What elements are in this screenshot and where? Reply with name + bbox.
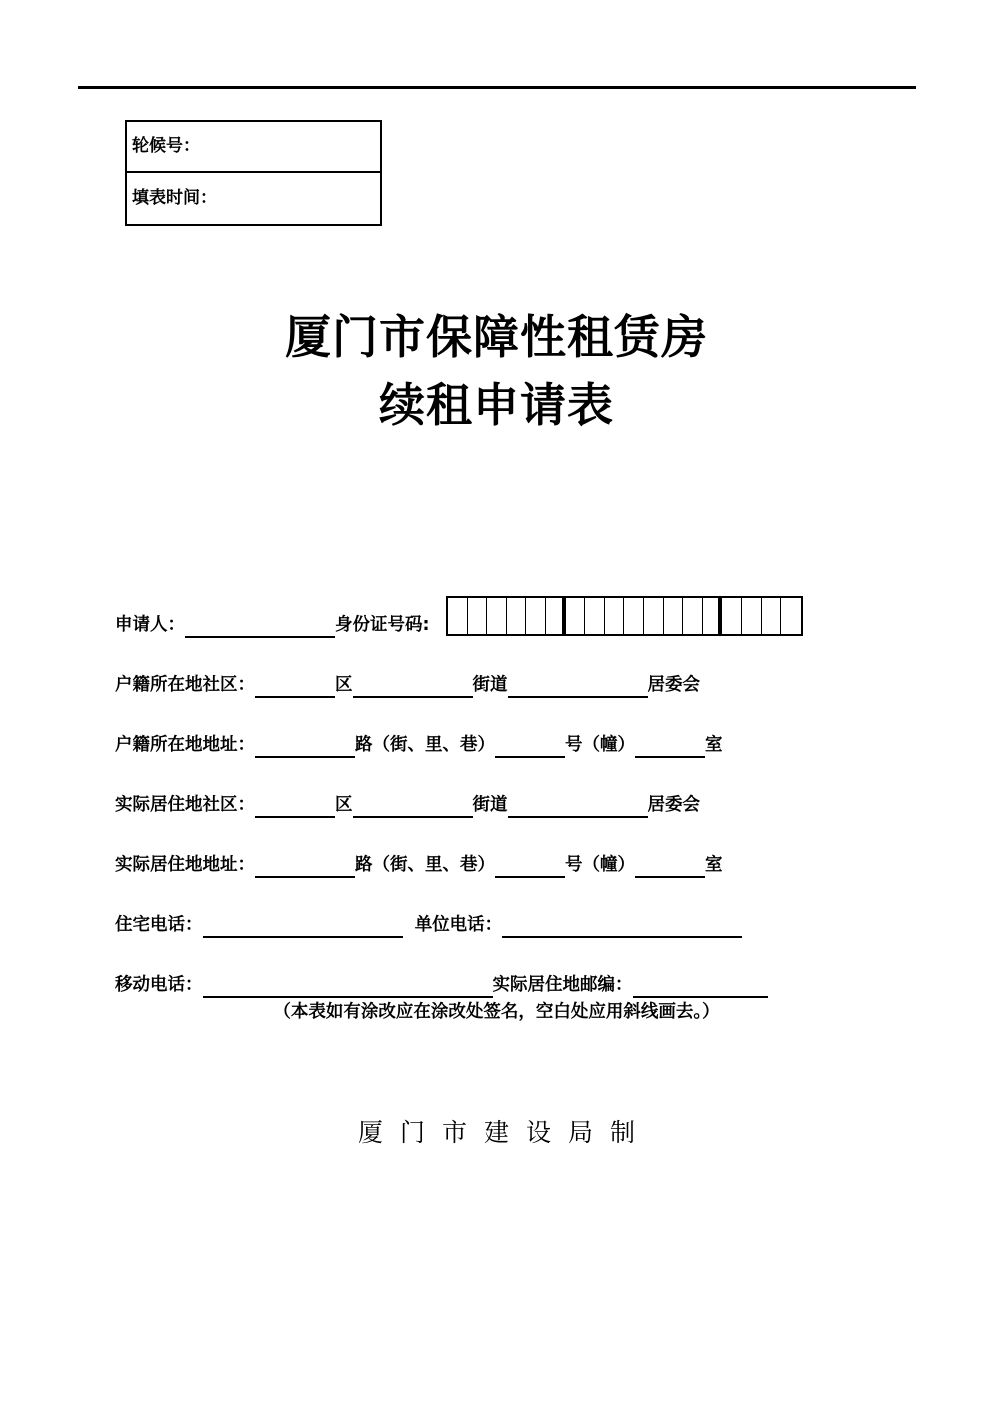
actual-room-input[interactable] — [635, 856, 705, 878]
id-cell-16[interactable] — [742, 598, 762, 634]
applicant-row — [115, 578, 875, 638]
id-cell-17[interactable] — [762, 598, 782, 634]
hukou-committee-input[interactable] — [508, 676, 648, 698]
issuer-footer: 厦门市建设局制 — [357, 1118, 652, 1147]
actual-address-row — [115, 818, 875, 878]
id-cell-3[interactable] — [487, 598, 507, 634]
queue-number-row[interactable] — [127, 122, 380, 173]
actual-street-suffix: 街道 — [472, 795, 508, 815]
actual-committee-suffix: 居委会 — [647, 795, 700, 815]
hukou-committee-suffix: 居委会 — [647, 675, 700, 695]
id-cell-12[interactable] — [664, 598, 684, 634]
id-cell-6[interactable] — [546, 598, 566, 634]
id-cell-5[interactable] — [526, 598, 546, 634]
actual-number-input[interactable] — [495, 856, 565, 878]
actual-road-input[interactable] — [255, 856, 355, 878]
id-cell-11[interactable] — [644, 598, 664, 634]
hukou-community-label: 户籍所在地社区： — [115, 675, 255, 695]
actual-committee-input[interactable] — [508, 796, 648, 818]
mobile-postcode-row — [115, 938, 875, 998]
id-cell-10[interactable] — [624, 598, 644, 634]
hukou-room-suffix: 室 — [705, 735, 723, 755]
postcode-input[interactable] — [633, 976, 768, 998]
id-number-label: 身份证号码: — [335, 615, 430, 635]
hukou-street-suffix: 街道 — [472, 675, 508, 695]
postcode-label: 实际居住地邮编： — [492, 975, 633, 995]
actual-district-suffix: 区 — [335, 795, 353, 815]
id-cell-8[interactable] — [585, 598, 605, 634]
id-cell-13[interactable] — [683, 598, 703, 634]
home-phone-label: 住宅电话： — [115, 915, 203, 935]
phone-row — [115, 878, 875, 938]
actual-number-suffix: 号（幢） — [565, 855, 635, 875]
hukou-address-label: 户籍所在地地址： — [115, 735, 255, 755]
id-cell-14[interactable] — [703, 598, 723, 634]
title-line-2: 续租申请表 — [379, 378, 614, 432]
hukou-number-input[interactable] — [495, 736, 565, 758]
work-phone-label: 单位电话： — [414, 915, 503, 935]
id-cell-1[interactable] — [448, 598, 468, 634]
id-cell-2[interactable] — [468, 598, 488, 634]
hukou-district-input[interactable] — [255, 676, 335, 698]
header-rule — [78, 86, 916, 89]
form-note: （本表如有涂改应在涂改处签名，空白处应用斜线画去。） — [273, 1002, 720, 1022]
meta-box — [125, 120, 382, 226]
queue-number-label: 轮候号： — [132, 136, 200, 156]
phone-row-gap — [403, 912, 415, 938]
hukou-road-input[interactable] — [255, 736, 355, 758]
fill-date-row[interactable] — [127, 173, 380, 224]
actual-district-input[interactable] — [255, 796, 335, 818]
hukou-address-row — [115, 698, 875, 758]
actual-road-suffix: 路（街、里、巷） — [355, 855, 495, 875]
mobile-phone-label: 移动电话： — [115, 975, 203, 995]
hukou-street-input[interactable] — [353, 676, 473, 698]
work-phone-input[interactable] — [502, 916, 742, 938]
actual-room-suffix: 室 — [705, 855, 723, 875]
actual-community-label: 实际居住地社区： — [115, 795, 255, 815]
applicant-label: 申请人： — [115, 615, 185, 635]
id-cell-18[interactable] — [781, 598, 801, 634]
id-cell-7[interactable] — [566, 598, 586, 634]
hukou-district-suffix: 区 — [335, 675, 353, 695]
actual-address-label: 实际居住地地址： — [115, 855, 255, 875]
id-cell-9[interactable] — [605, 598, 625, 634]
hukou-road-suffix: 路（街、里、巷） — [355, 735, 495, 755]
page-title — [0, 303, 993, 439]
hukou-number-suffix: 号（幢） — [565, 735, 635, 755]
id-cell-15[interactable] — [722, 598, 742, 634]
actual-community-row — [115, 758, 875, 818]
actual-street-input[interactable] — [353, 796, 473, 818]
id-number-grid[interactable] — [446, 596, 803, 636]
hukou-community-row — [115, 638, 875, 698]
mobile-phone-input[interactable] — [203, 976, 493, 998]
home-phone-input[interactable] — [203, 916, 403, 938]
title-line-1: 厦门市保障性租赁房 — [285, 310, 708, 364]
hukou-room-input[interactable] — [635, 736, 705, 758]
applicant-name-input[interactable] — [185, 616, 335, 638]
fill-date-label: 填表时间： — [132, 188, 217, 208]
form-body — [115, 578, 875, 998]
id-cell-4[interactable] — [507, 598, 527, 634]
